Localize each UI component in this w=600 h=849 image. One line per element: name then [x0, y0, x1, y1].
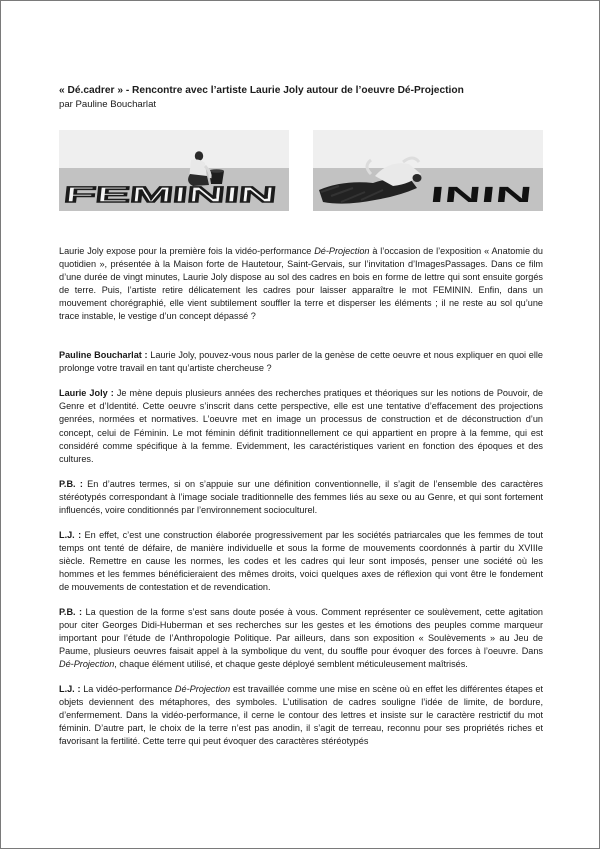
intro-text-1: Laurie Joly expose pour la première fois la vidéo-performance: [59, 246, 315, 256]
photo-1-scene: [59, 130, 289, 211]
photo-2-letters: ININ: [428, 182, 476, 207]
photo-2-scene: [313, 130, 543, 211]
article-byline: par Pauline Boucharlat: [59, 99, 157, 110]
question-text-2: , chaque élément utilisé, et chaque geste déployé semblent méticuleusement maîtrisés.: [114, 659, 468, 670]
question-text: La question de la forme s’est sans doute posée à vous. Comment représenter ce soulèvement, cette agitation pour citer Georges Didi-Huberman et ses recherches sur les gestes et les émotions des peuples comme marqueur important pour l’étude de l’Anthropologie Politique. Par ailleurs, dans son exposition « Soulèvements » au Jeu de Paume, plusieurs oeuvres faisait appel à la symbolique du vent, du souffle pour évoquer des forces à l’oeuvre. Dans: [59, 607, 543, 657]
work-title-mention: Dé-Projection: [174, 684, 231, 695]
intro-paragraph: [59, 245, 543, 323]
interview-answer-1: [59, 387, 543, 465]
speaker-label: L.J. :: [59, 684, 81, 695]
interview-question-1: [59, 349, 543, 375]
article-body: [59, 245, 543, 749]
work-title-mention: Dé-Projection: [314, 246, 370, 256]
interview-question-2: [59, 478, 543, 517]
speaker-label: L.J. :: [59, 529, 82, 540]
interview-answer-2: [59, 529, 543, 594]
answer-text: Je mène depuis plusieurs années des recherches pratiques et théoriques sur les notions de Pouvoir, de Genre et d’Identité. Cette oeuvre s’inscrit dans cette perspective, elle est une tentative d’effacement des projections genrées, normées et normatives. L’oeuvre met en image un processus de construction et de déconstruction d’un concept, celui de Féminin. Le mot féminin définit traditionnellement ce qui appartient en propre à la femme, qui est considéré comme spécifique à la femme. Evidemment, les caractéristiques varient en fonction des époques et des cultures.: [59, 388, 543, 464]
performance-photo-1: [59, 130, 289, 211]
speaker-label: Pauline Boucharlat :: [59, 350, 148, 361]
performance-photos: [59, 130, 543, 211]
answer-text: En effet, c’est une construction élaborée progressivement par les sociétés patriarcales que les femmes de tout temps ont tenté de défaire, de manière individuelle et sous la forme de mouvements coordonnés à partir du XVIIIe siècle. Remettre en cause les normes, les codes et les cadres qui leur sont imposés, penser une société où les hommes et les femmes bénéficieraient des mêmes droits, voici quelques axes de réflexion qui vont être le fondement de mouvements de contestation et de revendication.: [59, 529, 543, 592]
speaker-label: P.B. :: [59, 478, 83, 489]
speaker-label: P.B. :: [59, 607, 83, 618]
work-title-mention: Dé-Projection: [59, 659, 115, 670]
answer-text: La vidéo-performance: [80, 684, 175, 695]
question-text: Laurie Joly, pouvez-vous nous parler de la genèse de cette oeuvre et nous expliquer en quoi elle prolonge votre travail en tant qu’artiste chercheuse ?: [59, 350, 543, 374]
performance-photo-2: [313, 130, 543, 211]
intro-text-2: à l’occasion de l’exposition « Anatomie du quotidien », présentée à la Maison forte de Hautetour, Saint-Gervais, sur l’invitation d’ImagesPassages. Dans ce film d’une durée de vingt minutes, Laurie Joly dispose au sol des cadres en bois en forme de lettre qui sont ensuite gorgés de terre. Puis, l’artiste retire délicatement les cadres pour laisser apparaître le mot FEMININ. Enfin, dans un mouvement chorégraphié, elle vient subtilement souffler la terre et disperser les éléments ; il ne reste au sol qu’une trace instable, le vestige d’un concept dépassé ?: [59, 246, 543, 322]
question-text: En d’autres termes, si on s’appuie sur une définition conventionnelle, il s’agit de l’ensemble des caractères stéréotypés correspondant à l’image sociale traditionnelle des femmes liés au sexe ou au Genre, et qui sont fortement influencés, voire conditionnés par l’environnement socioculturel.: [59, 478, 543, 515]
interview-question-3: [59, 606, 543, 671]
article-title: « Dé.cadrer » - Rencontre avec l’artiste Laurie Joly autour de l’oeuvre Dé-Projection: [59, 85, 464, 96]
photo-1-letters: FEMININ: [62, 182, 156, 207]
speaker-label: Laurie Joly :: [59, 388, 114, 399]
article: [59, 84, 543, 761]
answer-text-2: est travaillée comme une mise en scène où en effet les différentes étapes et objets deviennent des métaphores, des symboles. L’utilisation de cadres souligne l’idée de limite, de bordure, d’enfermement. Dans la vidéo-performance, il cerne le contour des lettres et insiste sur le caractère restrictif du mot féminin. D’autre part, le choix de la terre n’est pas anodin, il s’agit de terreau, reconnu pour ses propriétés riches et favorisant la fertilité. Cette terre qui peut évoquer des caractères stéréotypés: [59, 684, 544, 747]
interview-answer-3: [59, 683, 543, 748]
